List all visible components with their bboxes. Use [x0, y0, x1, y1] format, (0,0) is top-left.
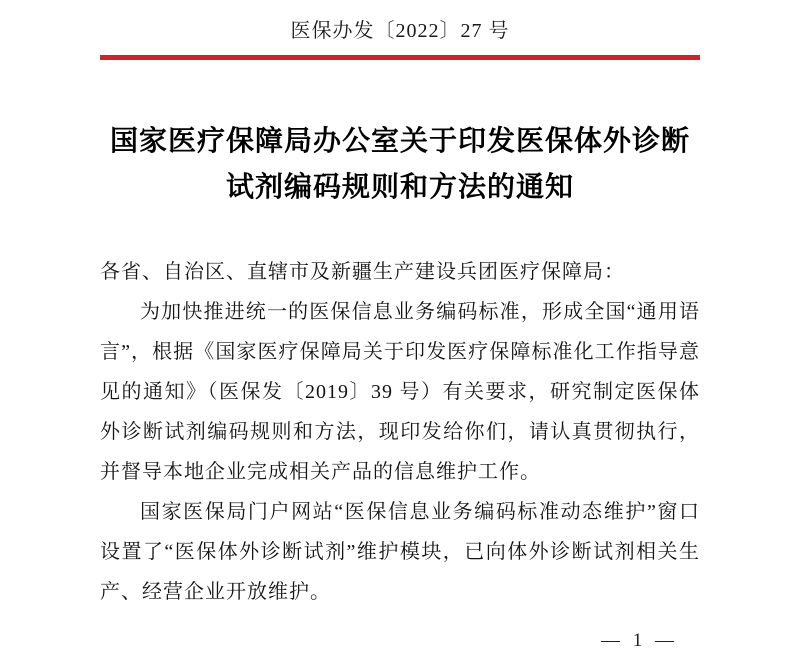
document-title-line-2: 试剂编码规则和方法的通知 — [225, 172, 574, 203]
red-divider-rule — [100, 55, 700, 60]
body-paragraph-1: 为加快推进统一的医保信息业务编码标准，形成全国“通用语言”，根据《国家医疗保障局关于印发医疗保障标准化工作指导意见的通知》（医保发〔2019〕39 号）有关要求，研究制定医保体外诊断试剂编码规则和方法，现印发给你们，请认真贯彻执行，并督导本地企业完成相关产品的信息维护工作。 — [100, 301, 700, 483]
page-number: — 1 — — [601, 630, 678, 651]
document-title-line-1: 国家医疗保障局办公室关于印发医保体外诊断 — [109, 126, 690, 157]
salutation-line: 各省、自治区、直辖市及新疆生产建设兵团医疗保障局： — [100, 261, 625, 283]
doc-number: 医保办发〔2022〕27 号 — [290, 20, 510, 42]
document-body — [100, 252, 700, 612]
body-paragraph-2: 国家医保局门户网站“医保信息业务编码标准动态维护”窗口设置了“医保体外诊断试剂”维护模块，已向体外诊断试剂相关生产、经营企业开放维护。 — [100, 501, 700, 603]
document-title — [60, 119, 740, 211]
